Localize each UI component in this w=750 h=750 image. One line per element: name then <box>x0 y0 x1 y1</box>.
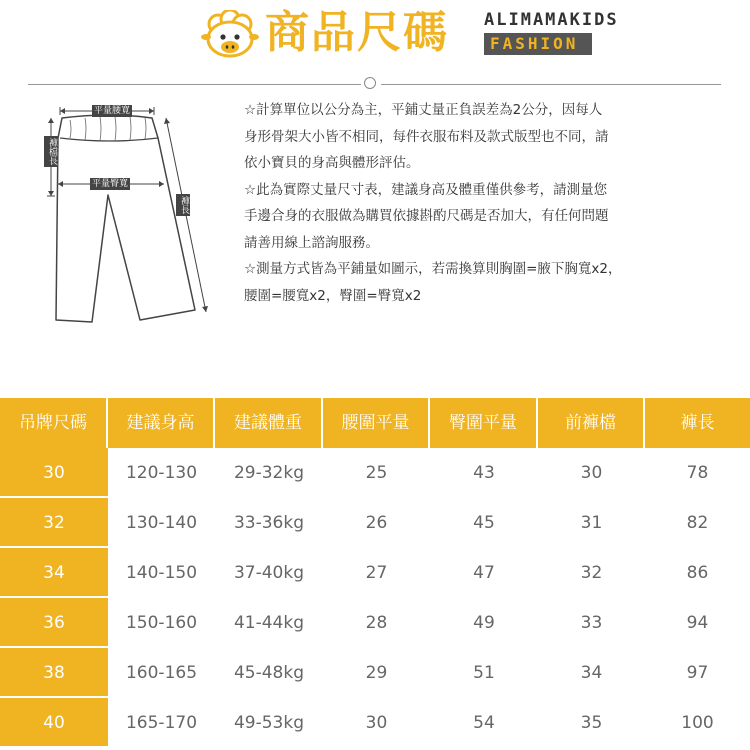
page-title: 商品尺碼 <box>265 7 449 58</box>
header-pants-length: 褲長 <box>680 413 715 433</box>
cell-pants-length: 100 <box>681 713 714 733</box>
cell-front-rise: 32 <box>580 563 603 583</box>
cell-height: 140-150 <box>125 563 198 583</box>
cell-tag-size: 38 <box>0 648 108 698</box>
cell-height: 130-140 <box>125 513 198 533</box>
size-table <box>0 398 750 748</box>
size-notes <box>244 97 704 309</box>
cell-front-rise: 35 <box>580 713 603 733</box>
pants-icon <box>30 100 230 330</box>
divider-right <box>381 84 721 85</box>
brand-name: ALIMAMAKIDS <box>484 10 619 30</box>
note-line: 身形骨架大小皆不相同，每件衣服布料及款式版型也不同，請 <box>244 128 609 145</box>
cell-front-rise: 33 <box>580 613 603 633</box>
cell-height: 165-170 <box>125 713 198 733</box>
header-waist: 腰圍平量 <box>323 398 430 448</box>
cell-front-rise: 34 <box>580 663 603 683</box>
cell-pants-length: 94 <box>686 613 709 633</box>
table-row <box>0 698 750 748</box>
cell-waist: 29 <box>365 663 388 683</box>
cell-pants-length: 78 <box>686 463 709 483</box>
divider-left <box>28 84 361 85</box>
cell-tag-size: 40 <box>0 698 108 748</box>
note-line: 依小寶貝的身高與體形評估。 <box>244 155 420 171</box>
cell-hip: 49 <box>473 613 495 633</box>
cell-front-rise: 30 <box>580 463 603 483</box>
cell-weight: 29-32kg <box>233 463 305 483</box>
cell-tag-size: 36 <box>0 598 108 648</box>
cell-height: 160-165 <box>125 663 198 683</box>
header-tag-size: 吊牌尺碼 <box>0 398 108 448</box>
cell-height: 150-160 <box>125 613 198 633</box>
divider-circle-icon <box>364 77 376 89</box>
cell-pants-length: 82 <box>686 513 709 533</box>
cell-weight: 45-48kg <box>233 663 305 683</box>
cell-hip: 51 <box>473 663 495 683</box>
note-line: ☆測量方式皆為平鋪量如圖示，若需換算則胸圍=腋下胸寬x2， <box>244 261 622 277</box>
table-row <box>0 548 750 598</box>
table-row <box>0 648 750 698</box>
table-header-row <box>0 398 750 448</box>
header-height: 建議身高 <box>108 398 215 448</box>
cell-hip: 43 <box>473 463 495 483</box>
table-row <box>0 598 750 648</box>
page-header <box>0 0 750 70</box>
header-hip: 臀圍平量 <box>430 398 538 448</box>
cell-front-rise: 31 <box>580 513 603 533</box>
cell-waist: 25 <box>365 463 388 483</box>
pants-length-label: 褲長 <box>176 194 190 216</box>
note-line: ☆計算單位以公分為主，平鋪丈量正負誤差為2公分，因每人 <box>244 102 603 118</box>
waist-width-label: 平量腰寬 <box>94 106 131 116</box>
cell-tag-size: 34 <box>0 548 108 598</box>
hip-width-label: 平量臀寬 <box>92 179 129 189</box>
cell-hip: 45 <box>473 513 495 533</box>
sheep-icon <box>200 10 260 60</box>
note-line: 請善用線上諮詢服務。 <box>244 234 379 251</box>
cell-hip: 47 <box>473 563 495 583</box>
pants-measurement-diagram <box>30 100 230 330</box>
header-weight: 建議體重 <box>215 398 323 448</box>
cell-waist: 30 <box>365 713 388 733</box>
note-line: 手邊合身的衣服做為購買依據斟酌尺碼是否加大，有任何問題 <box>244 208 609 224</box>
cell-waist: 28 <box>365 613 388 633</box>
cell-tag-size: 32 <box>0 498 108 548</box>
cell-weight: 37-40kg <box>233 563 305 583</box>
cell-height: 120-130 <box>125 463 198 483</box>
rise-length-label: 褲檔長 <box>44 136 58 167</box>
header-front-rise: 前褲檔 <box>538 398 645 448</box>
cell-tag-size: 30 <box>0 448 108 498</box>
cell-pants-length: 97 <box>686 663 709 683</box>
table-row <box>0 498 750 548</box>
cell-waist: 26 <box>365 513 388 533</box>
brand-tagline: FASHION <box>484 33 592 55</box>
cell-weight: 41-44kg <box>233 613 305 633</box>
cell-weight: 33-36kg <box>233 513 305 533</box>
cell-pants-length: 86 <box>686 563 709 583</box>
cell-hip: 54 <box>473 713 495 733</box>
cell-waist: 27 <box>365 563 388 583</box>
cell-weight: 49-53kg <box>233 713 305 733</box>
note-line: ☆此為實際丈量尺寸表，建議身高及體重僅供參考，請測量您 <box>244 181 608 198</box>
table-row <box>0 448 750 498</box>
note-line: 腰圍=腰寬x2，臀圍=臀寬x2 <box>244 287 422 304</box>
